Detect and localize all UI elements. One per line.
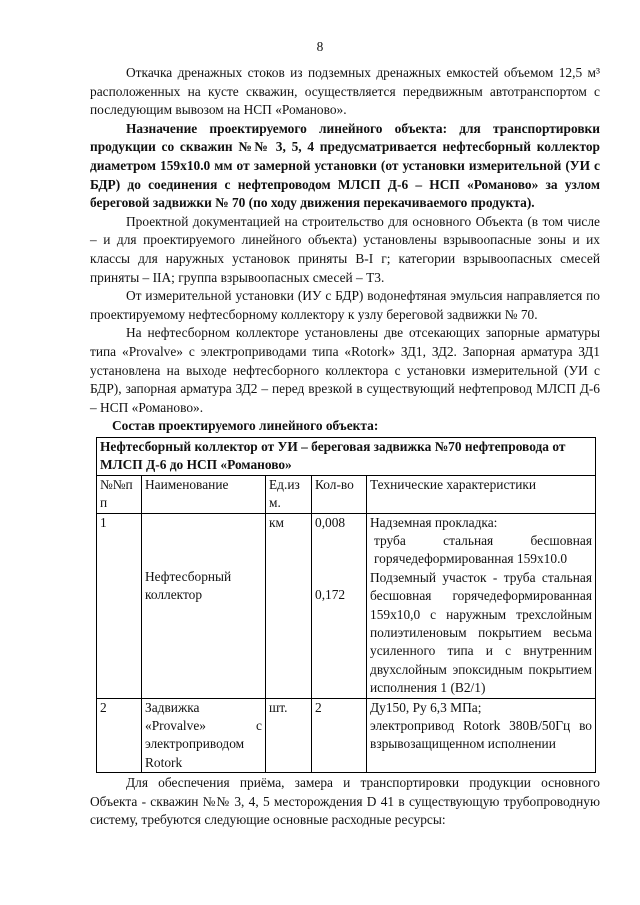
row-name: Нефтесборный коллектор xyxy=(145,568,232,602)
spec-aboveground-title: Надземная прокладка: xyxy=(370,514,498,530)
table-title: Нефтесборный коллектор от УИ – береговая задвижка №70 нефтепровода от МЛСП Д-6 до НСП «Романово» xyxy=(97,437,596,475)
table-header-row xyxy=(97,475,596,513)
row-number: 1 xyxy=(97,513,142,698)
paragraph-valves: На нефтесборном коллекторе установлены две отсекающих запорные арматуры типа «Provalve» с электроприводами типа «Rotork» ЗД1, ЗД2. Запорная арматура ЗД1 установлена на выходе нефтесборного коллектора с установки измерительной (УИ с БДР), запорная арматура ЗД2 – перед врезкой в существующий нефтепровод МЛСП Д-6 – НСП «Романово». xyxy=(90,325,600,415)
table-title-row xyxy=(97,437,596,475)
paragraph-resources: Для обеспечения приёма, замера и транспортировки продукции основного Объекта - скважин №№ 3, 4, 5 месторождения D 41 в существующую трубопроводную систему, требуются следующие основные расходные ресурсы: xyxy=(90,775,600,828)
table-caption: Состав проектируемого линейного объекта: xyxy=(112,418,379,434)
spec-aboveground-pipe: труба стальная бесшовная горячедеформированная 159х10.0 xyxy=(374,532,592,567)
spec-valve-drive: электропривод Rotork 380В/50Гц во взрывозащищенном исполнении xyxy=(370,717,592,752)
row-quantity: 2 xyxy=(312,698,367,773)
row-unit: км xyxy=(266,513,312,698)
table-row xyxy=(97,698,596,773)
composition-table xyxy=(96,437,596,773)
row-specs-cell xyxy=(367,513,596,698)
row-name-cell xyxy=(142,513,266,698)
row-quantity-cell xyxy=(312,513,367,698)
row-number: 2 xyxy=(97,698,142,773)
spec-underground-pipe: Подземный участок - труба стальная бесшовная горячедеформированная 159х10,0 с наружным трехслойным полиэтиленовым покрытием весьма усиленного типа и с внутренним двухслойным эпоксидным покрытием исполнения 1 (В2/1) xyxy=(370,569,592,696)
header-quantity: Кол-во xyxy=(312,475,367,513)
document-body xyxy=(90,64,600,830)
table-row xyxy=(97,513,596,698)
row-quantity-aboveground: 0,008 xyxy=(315,514,346,530)
page-number: 8 xyxy=(316,39,324,54)
row-unit: шт. xyxy=(266,698,312,773)
paragraph-emulsion-flow: От измерительной установки (ИУ с БДР) водонефтяная эмульсия направляется по проектируемому нефтесборному коллектору к узлу береговой задвижки № 70. xyxy=(90,288,600,322)
spec-valve-params: Ду150, Ру 6,3 МПа; xyxy=(370,699,482,715)
header-specs: Технические характеристики xyxy=(367,475,596,513)
header-unit: Ед.из м. xyxy=(266,475,312,513)
row-specs-cell xyxy=(367,698,596,773)
row-name: Задвижка «Provalve» с электроприводом Rotork xyxy=(142,698,266,773)
paragraph-hazard-zones: Проектной документацией на строительство для основного Объекта (в том числе – и для проектируемого линейного объекта) установлены взрывоопасные зоны и их классы для наружных установок приняты В-I г; категории взрывоопасных смесей приняты – IIА; группа взрывоопасных смесей – Т3. xyxy=(90,213,600,285)
row-quantity-underground: 0,172 xyxy=(315,586,346,602)
header-name: Наименование xyxy=(142,475,266,513)
header-number: №№п п xyxy=(97,475,142,513)
paragraph-purpose: Назначение проектируемого линейного объекта: для транспортировки продукции со скважин №№ 3, 5, 4 предусматривается нефтесборный коллектор диаметром 159х10.0 мм от замерной установки (от установки измерительной (УИ с БДР) до соединения с нефтепроводом МЛСП Д-6 – НСП «Романово» за узлом береговой задвижки № 70 (по ходу движения перекачиваемого продукта). xyxy=(90,120,600,211)
paragraph-drainage: Откачка дренажных стоков из подземных дренажных емкостей объемом 12,5 м³ расположенных на кусте скважин, осуществляется передвижным автотранспортом с последующим вывозом на НСП «Романово». xyxy=(90,65,600,118)
